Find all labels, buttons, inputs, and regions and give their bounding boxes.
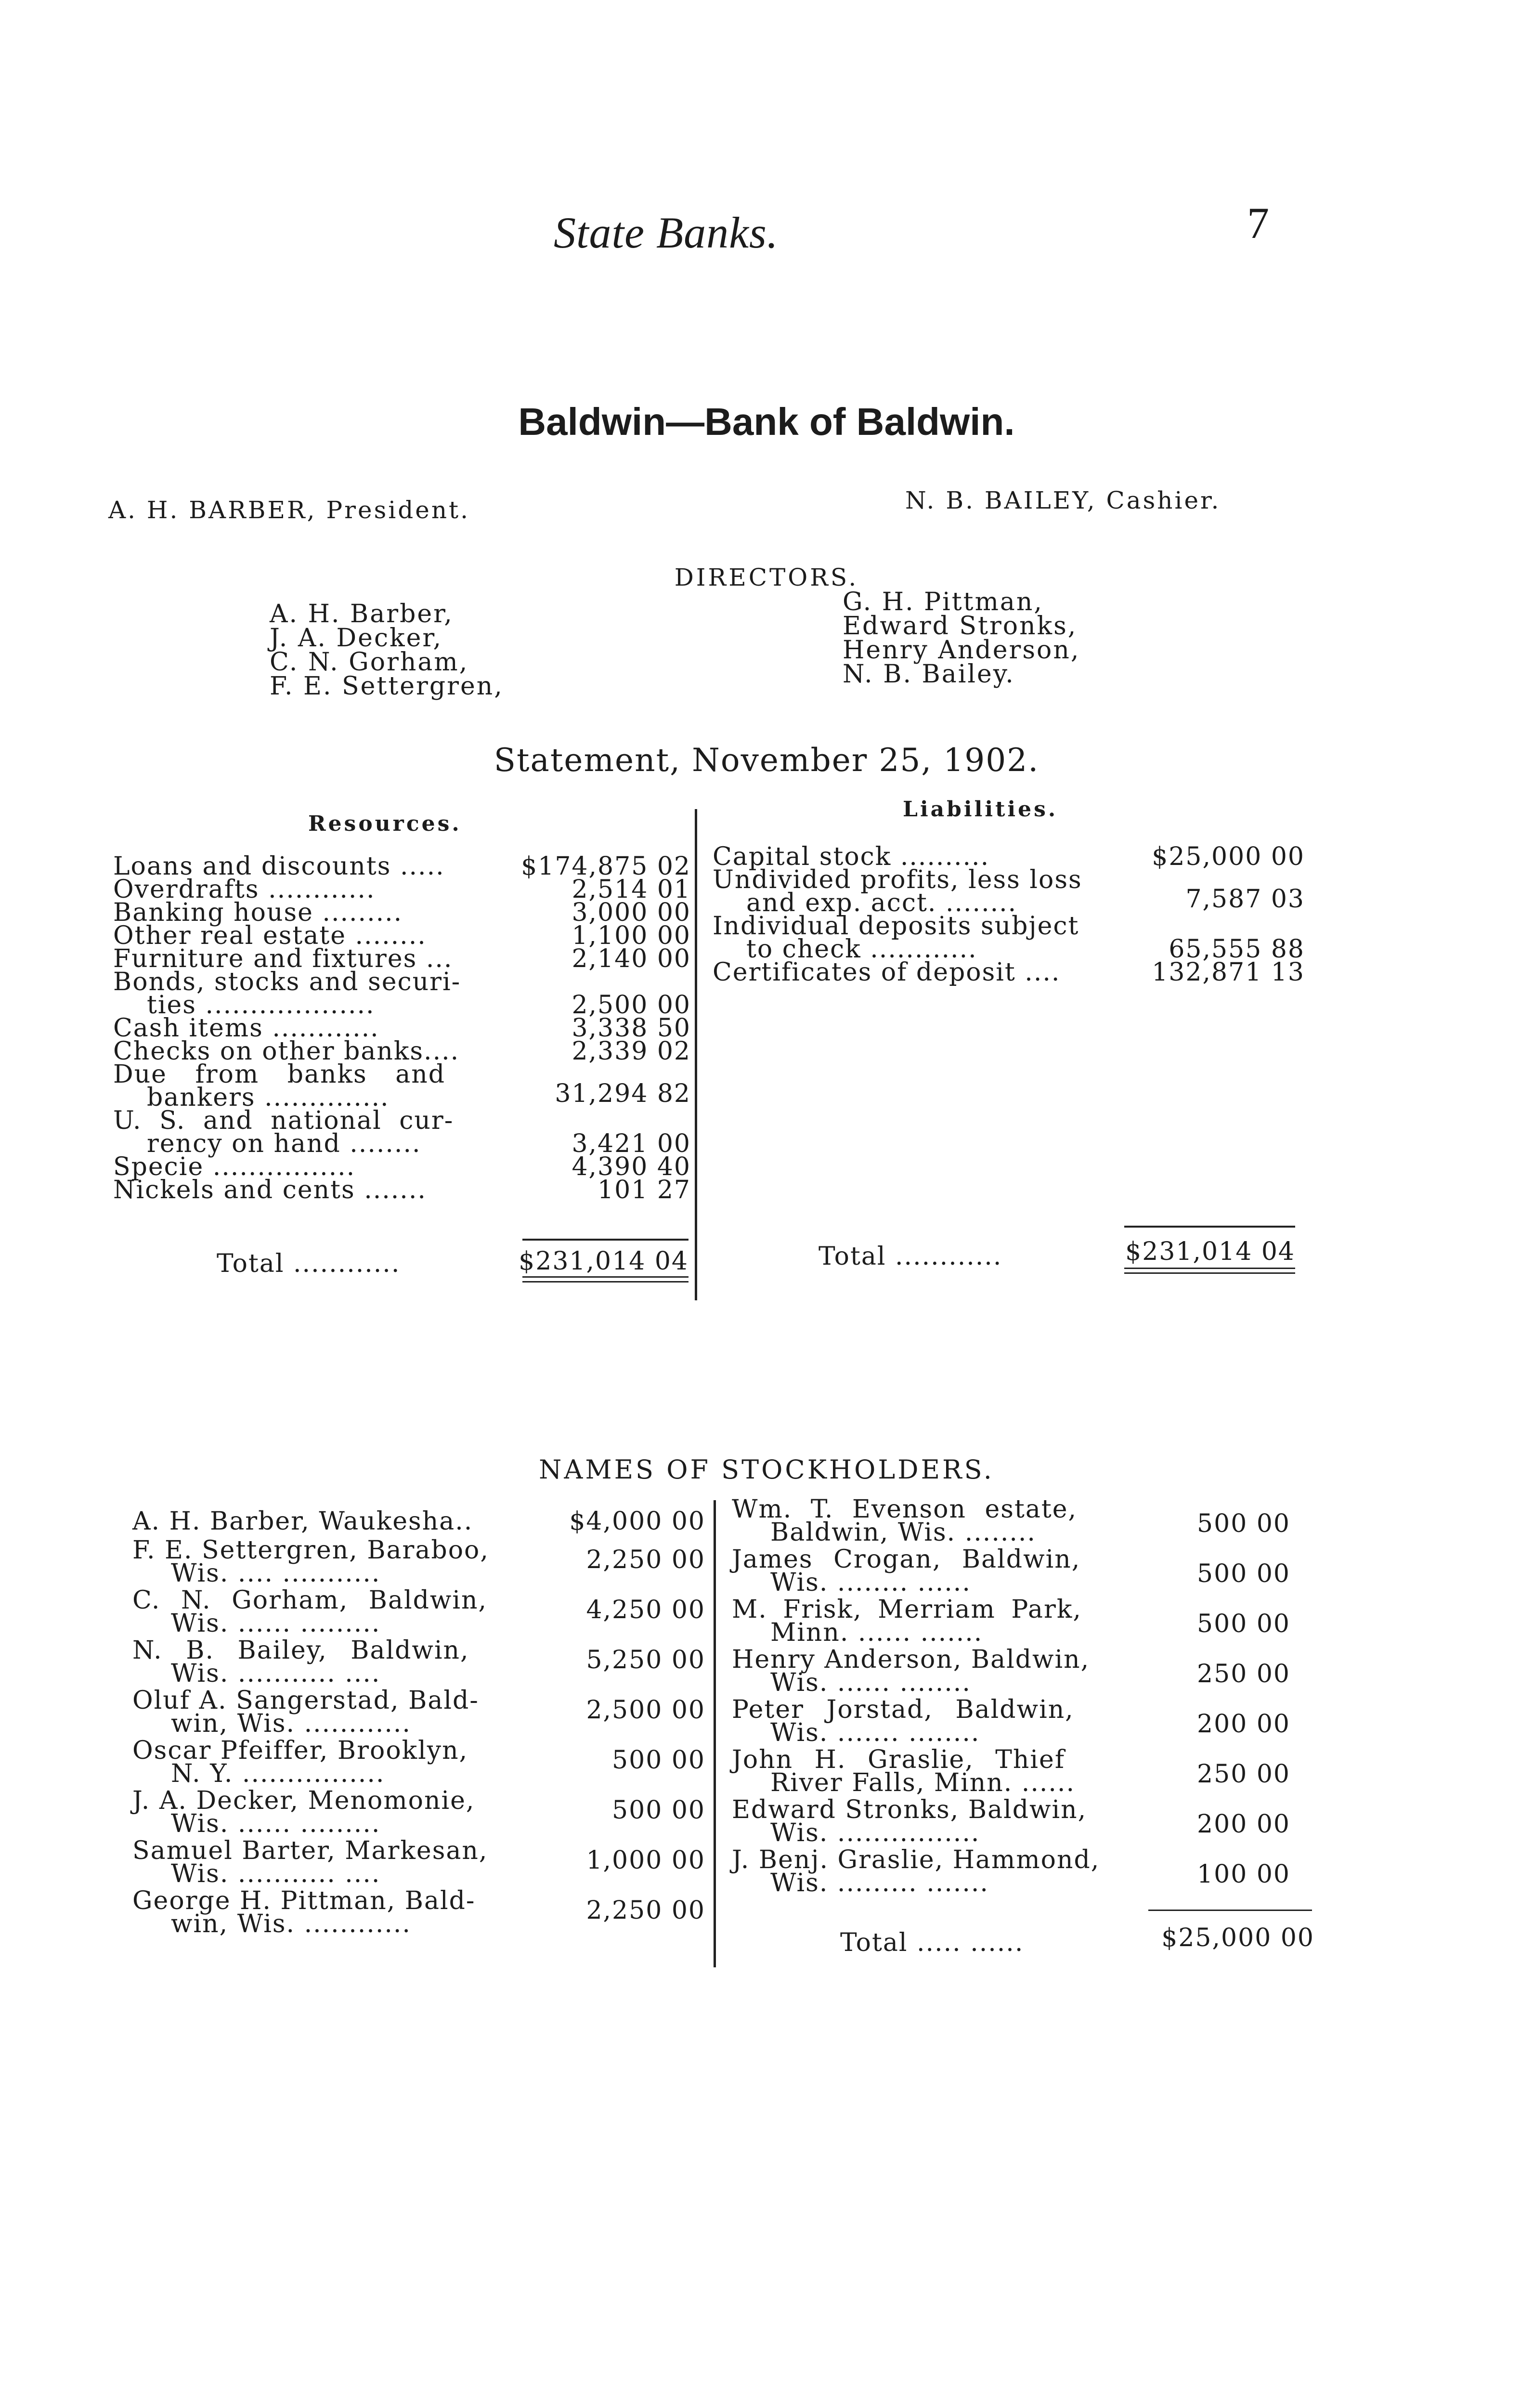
column-divider xyxy=(695,809,697,1300)
liabilities-total: $231,014 04 xyxy=(1125,1237,1295,1266)
liabilities-sum-rule xyxy=(1124,1226,1295,1228)
resources-list xyxy=(113,852,691,1204)
stockholder-row: M. Frisk, Merriam Park, Minn. ...... ....... 500 00 xyxy=(732,1595,1290,1647)
resource-row: Specie ................ 4,390 40 xyxy=(113,1152,691,1181)
bank-title: Baldwin—Bank of Baldwin. xyxy=(518,400,1015,443)
director: J. A. Decker, xyxy=(270,624,443,653)
director: N. B. Bailey. xyxy=(843,660,1015,689)
stockholder-row: James Crogan, Baldwin, Wis. ........ ...... 500 00 xyxy=(732,1545,1290,1597)
resources-total: $231,014 04 xyxy=(519,1247,689,1276)
directors-heading: DIRECTORS. xyxy=(674,563,859,591)
resource-row: Other real estate ........ 1,100 00 xyxy=(113,921,691,950)
liabilities-total-double-rule xyxy=(1124,1272,1295,1274)
stockholder-row: A. H. Barber, Waukesha.. $4,000 00 xyxy=(132,1507,705,1536)
liabilities-heading: Liabilities. xyxy=(903,797,1058,822)
page-number: 7 xyxy=(1247,198,1269,248)
stockholder-row: Henry Anderson, Baldwin, Wis. ...... ........ 250 00 xyxy=(732,1645,1290,1697)
directors-left xyxy=(270,600,504,701)
resource-row: Furniture and fixtures ... 2,140 00 xyxy=(113,944,691,973)
stockholders-left xyxy=(132,1507,710,1939)
liabilities-total-label: Total ............ xyxy=(818,1242,1002,1271)
director: A. H. Barber, xyxy=(270,600,454,628)
resource-row: Cash items ............ 3,338 50 xyxy=(113,1014,691,1043)
stockholders-right xyxy=(732,1495,1310,1898)
stockholder-row: George H. Pittman, Bald- win, Wis. ............ 2,250 00 xyxy=(132,1886,705,1938)
president: A. H. BARBER, President. xyxy=(108,496,470,524)
liability-row: Certificates of deposit .... 132,871 13 xyxy=(713,958,1305,987)
stockholder-row: John H. Graslie, Thief River Falls, Minn. ...... 250 00 xyxy=(732,1745,1290,1797)
stockholder-row: J. A. Decker, Menomonie, Wis. ...... ......... 500 00 xyxy=(132,1786,705,1838)
liability-row: Undivided profits, less loss and exp. acct. ........ 7,587 03 xyxy=(713,865,1305,917)
director: Edward Stronks, xyxy=(843,612,1078,641)
stockholders-sum-rule xyxy=(1148,1910,1312,1911)
stockholder-row: C. N. Gorham, Baldwin, Wis. ...... ......... 4,250 00 xyxy=(132,1586,705,1638)
director: C. N. Gorham, xyxy=(270,648,469,677)
resource-row: Overdrafts ............ 2,514 01 xyxy=(113,875,691,904)
resource-row: Loans and discounts ..... $174,875 02 xyxy=(113,852,691,881)
stockholder-row: Edward Stronks, Baldwin, Wis. ................ 200 00 xyxy=(732,1795,1290,1847)
running-title: State Banks. xyxy=(554,208,779,257)
stockholders-divider xyxy=(714,1500,716,1967)
stockholder-row: Samuel Barter, Markesan, Wis. ........... .... 1,000 00 xyxy=(132,1836,705,1888)
statement-title: Statement, November 25, 1902. xyxy=(494,742,1039,779)
resource-row: Bonds, stocks and securi- ties ................... 2,500 00 xyxy=(113,968,691,1020)
director: G. H. Pittman, xyxy=(843,588,1043,616)
stockholder-row: Oluf A. Sangerstad, Bald- win, Wis. ............ 2,500 00 xyxy=(132,1686,705,1738)
resource-row: Banking house ......... 3,000 00 xyxy=(113,898,691,927)
resource-row: Nickels and cents ....... 101 27 xyxy=(113,1176,691,1204)
director: Henry Anderson, xyxy=(843,636,1080,665)
liabilities-total-double-rule xyxy=(1124,1268,1295,1269)
stockholder-row: Peter Jorstad, Baldwin, Wis. ....... ........ 200 00 xyxy=(732,1695,1290,1747)
stockholder-row: N. B. Bailey, Baldwin, Wis. ........... .... 5,250 00 xyxy=(132,1636,705,1688)
resources-total-double-rule xyxy=(522,1281,689,1283)
resource-row: U. S. and national cur- rency on hand ........ 3,421 00 xyxy=(113,1106,691,1158)
resources-total-label: Total ............ xyxy=(217,1249,401,1278)
resource-row: Checks on other banks.... 2,339 02 xyxy=(113,1037,691,1066)
cashier: N. B. BAILEY, Cashier. xyxy=(905,486,1221,514)
liability-row: Individual deposits subject to check ............ 65,555 88 xyxy=(713,912,1305,964)
liabilities-list xyxy=(713,842,1305,987)
resources-sum-rule xyxy=(522,1239,689,1241)
director: F. E. Settergren, xyxy=(270,672,504,701)
stockholder-row: F. E. Settergren, Baraboo, Wis. .... ........... 2,250 00 xyxy=(132,1536,705,1588)
stockholder-row: Wm. T. Evenson estate, Baldwin, Wis. ........ 500 00 xyxy=(732,1495,1290,1547)
liability-row: Capital stock .......... $25,000 00 xyxy=(713,842,1305,871)
stockholders-total: $25,000 00 xyxy=(1161,1924,1314,1952)
stockholder-row: Oscar Pfeiffer, Brooklyn, N. Y. ................ 500 00 xyxy=(132,1736,705,1788)
stockholders-heading: NAMES OF STOCKHOLDERS. xyxy=(539,1454,994,1485)
resources-total-double-rule xyxy=(522,1276,689,1278)
directors-right xyxy=(843,588,1080,689)
resources-heading: Resources. xyxy=(308,811,462,836)
stockholders-total-label: Total ..... ...... xyxy=(840,1928,1024,1957)
stockholder-row: J. Benj. Graslie, Hammond, Wis. ......... ....... 100 00 xyxy=(732,1845,1290,1898)
resource-row: Due from banks and bankers .............. 31,294 82 xyxy=(113,1060,691,1112)
